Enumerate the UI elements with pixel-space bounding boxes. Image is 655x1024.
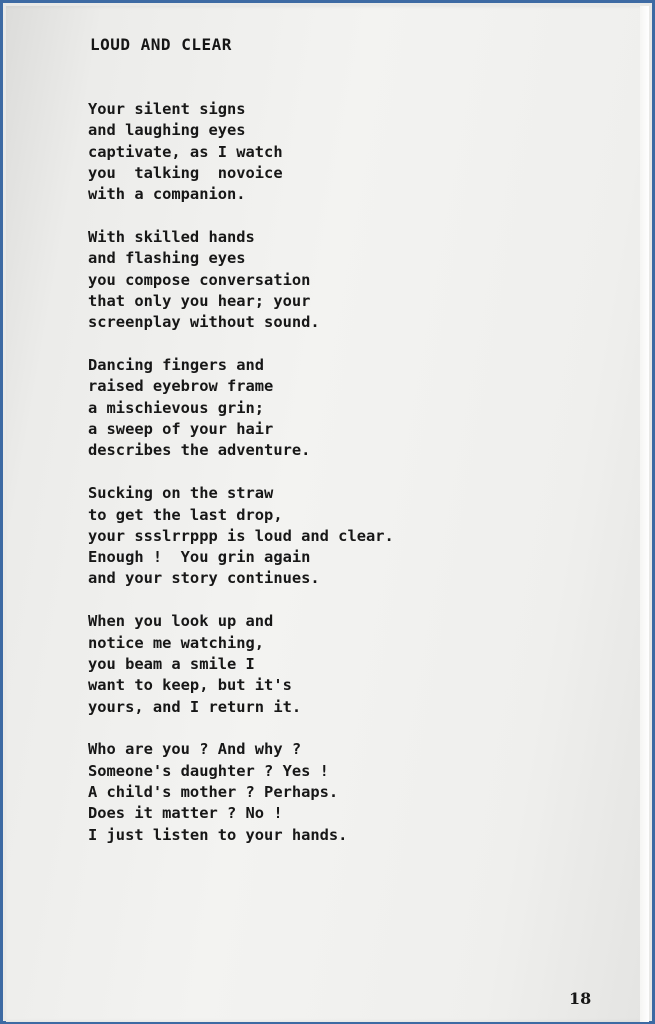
- poem-line: to get the last drop,: [88, 505, 283, 524]
- poem-line: Enough ! You grin again: [88, 548, 311, 567]
- stanza-2: [88, 227, 394, 333]
- poem-line: you talking novoice: [88, 163, 283, 182]
- poem-line: with a companion.: [88, 185, 246, 204]
- stanza-4: [88, 483, 394, 589]
- poem-line: notice me watching,: [88, 633, 265, 652]
- poem-line: When you look up and: [88, 612, 274, 631]
- poem-line: A child's mother ? Perhaps.: [88, 782, 339, 801]
- poem-line: I just listen to your hands.: [88, 825, 348, 844]
- page-edge: [640, 6, 649, 1022]
- poem-body: [88, 99, 394, 867]
- poem-line: Who are you ? And why ?: [88, 740, 302, 759]
- stanza-5: [88, 611, 394, 717]
- poem-line: your ssslrrppp is loud and clear.: [88, 526, 394, 545]
- poem-line: describes the adventure.: [88, 441, 311, 460]
- poem-line: Your silent signs: [88, 100, 246, 118]
- stanza-6: [88, 739, 394, 845]
- poem-line: raised eyebrow frame: [88, 377, 274, 396]
- poem-line: you compose conversation: [88, 270, 311, 289]
- poem-line: Does it matter ? No !: [88, 804, 283, 823]
- poem-line: Someone's daughter ? Yes !: [88, 761, 329, 780]
- poem-line: you beam a smile I: [88, 654, 255, 673]
- poem-line: and laughing eyes: [88, 121, 246, 140]
- poem-line: captivate, as I watch: [88, 142, 283, 161]
- poem-line: that only you hear; your: [88, 291, 311, 310]
- poem-line: Sucking on the straw: [88, 484, 274, 503]
- page-number: 18: [569, 989, 592, 1008]
- poem-line: and flashing eyes: [88, 249, 246, 268]
- poem-line: a sweep of your hair: [88, 420, 274, 439]
- stanza-1: [88, 99, 394, 205]
- poem-line: want to keep, but it's: [88, 676, 292, 695]
- stanza-3: [88, 355, 394, 461]
- poem-line: screenplay without sound.: [88, 313, 320, 332]
- poem-title: LOUD AND CLEAR: [90, 35, 232, 54]
- poem-line: Dancing fingers and: [88, 356, 265, 375]
- poem-line: a mischievous grin;: [88, 398, 265, 417]
- poem-line: yours, and I return it.: [88, 697, 302, 716]
- book-page: [6, 6, 646, 1022]
- poem-line: With skilled hands: [88, 228, 255, 247]
- poem-line: and your story continues.: [88, 569, 320, 588]
